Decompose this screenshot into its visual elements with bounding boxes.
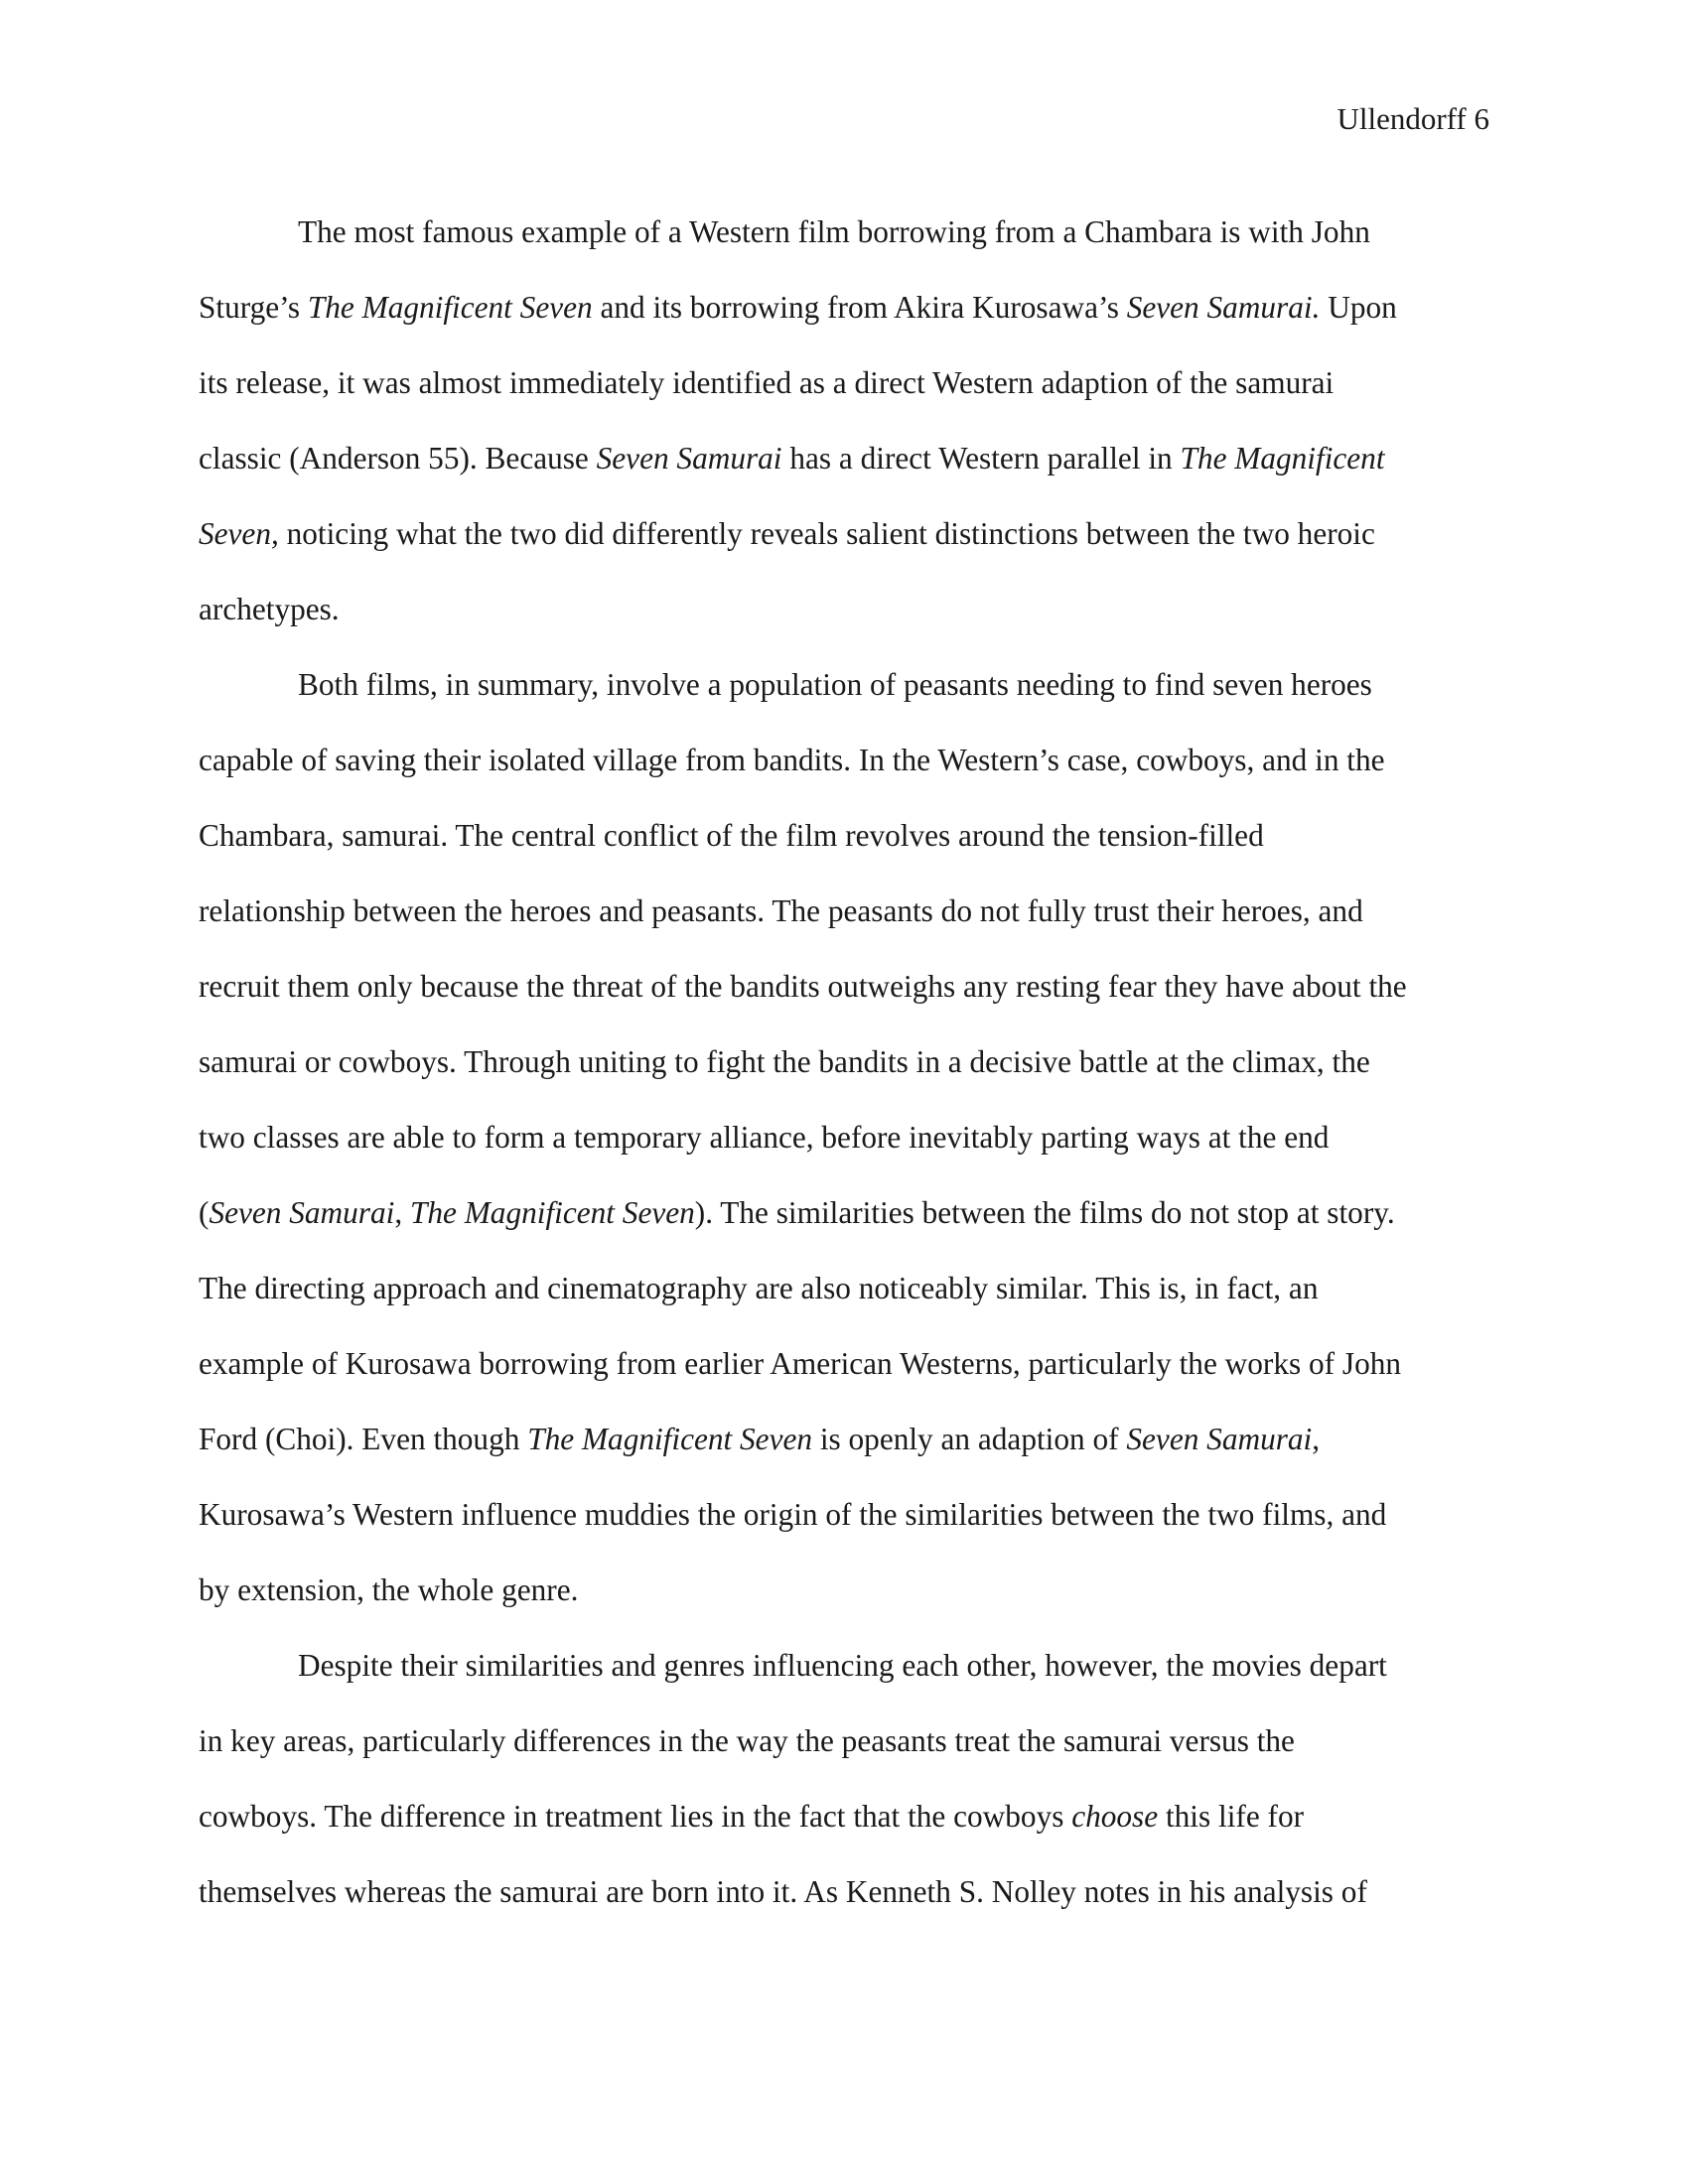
text-run: archetypes. <box>199 592 340 626</box>
text-run: , <box>1312 1422 1321 1456</box>
text-line <box>199 647 1489 723</box>
italic-title: Seven Samurai <box>1126 1422 1313 1456</box>
text-line <box>199 421 1489 496</box>
text-run: Chambara, samurai. The central conflict of the film revolves around the tension-filled <box>199 818 1264 853</box>
italic-title: The Magnificent Seven <box>307 290 593 325</box>
text-line <box>199 1779 1489 1854</box>
text-run: is openly an adaption of <box>812 1422 1127 1456</box>
text-line <box>199 1477 1489 1553</box>
text-line <box>199 1326 1489 1402</box>
running-head: Ullendorff 6 <box>1336 101 1489 136</box>
text-run: classic (Anderson 55). Because <box>199 441 597 476</box>
text-run: its release, it was almost immediately identified as a direct Western adaption of the samurai <box>199 365 1335 400</box>
paragraph <box>199 195 1489 647</box>
italic-title: The Magnificent <box>1180 441 1385 476</box>
text-run: cowboys. The difference in treatment lies in the fact that the cowboys <box>199 1799 1072 1834</box>
text-line <box>199 195 1489 270</box>
text-run: , <box>394 1195 410 1230</box>
body-text <box>199 195 1489 1930</box>
text-run: capable of saving their isolated village from bandits. In the Western’s case, cowboys, and in the <box>199 743 1385 777</box>
text-run: ). The similarities between the films do not stop at story. <box>694 1195 1395 1230</box>
text-run: in key areas, particularly differences in the way the peasants treat the samurai versus the <box>199 1723 1295 1758</box>
text-line <box>199 949 1489 1024</box>
text-line <box>199 1854 1489 1930</box>
text-run: Upon <box>1320 290 1397 325</box>
italic-title: The Magnificent Seven <box>409 1195 695 1230</box>
text-line <box>199 1024 1489 1100</box>
text-line <box>199 345 1489 421</box>
text-line <box>199 1704 1489 1779</box>
text-run: noticing what the two did differently reveals salient distinctions between the two heroic <box>278 516 1375 551</box>
paragraph <box>199 647 1489 1628</box>
italic-title: Seven Samurai <box>209 1195 395 1230</box>
text-line <box>199 1402 1489 1477</box>
text-run: and its borrowing from Akira Kurosawa’s <box>592 290 1127 325</box>
text-run: by extension, the whole genre. <box>199 1572 579 1607</box>
text-line <box>199 723 1489 798</box>
text-line <box>199 496 1489 572</box>
text-run: recruit them only because the threat of the bandits outweighs any resting fear they have about the <box>199 969 1407 1004</box>
text-run: The most famous example of a Western film borrowing from a Chambara is with John <box>298 214 1370 249</box>
text-line <box>199 572 1489 647</box>
text-line <box>199 1553 1489 1628</box>
text-run: themselves whereas the samurai are born into it. As Kenneth S. Nolley notes in his analysis of <box>199 1874 1367 1909</box>
italic-title: The Magnificent Seven <box>527 1422 812 1456</box>
text-run: has a direct Western parallel in <box>781 441 1181 476</box>
text-run: two classes are able to form a temporary alliance, before inevitably parting ways at the end <box>199 1120 1330 1155</box>
text-run: samurai or cowboys. Through uniting to fight the bandits in a decisive battle at the climax, the <box>199 1044 1370 1079</box>
text-line <box>199 798 1489 874</box>
text-line <box>199 1628 1489 1704</box>
text-run: Both films, in summary, involve a population of peasants needing to find seven heroes <box>298 667 1372 702</box>
text-run: this life for <box>1158 1799 1305 1834</box>
text-run: The directing approach and cinematography are also noticeably similar. This is, in fact, an <box>199 1271 1319 1305</box>
text-run: Kurosawa’s Western influence muddies the origin of the similarities between the two films, and <box>199 1497 1387 1532</box>
italic-title: choose <box>1071 1799 1159 1834</box>
italic-title: Seven Samurai <box>596 441 782 476</box>
text-run: example of Kurosawa borrowing from earlier American Westerns, particularly the works of John <box>199 1346 1402 1381</box>
text-line <box>199 874 1489 949</box>
text-run: Ford (Choi). Even though <box>199 1422 528 1456</box>
text-line <box>199 1251 1489 1326</box>
text-run: ( <box>199 1195 210 1230</box>
text-line <box>199 1100 1489 1175</box>
text-line <box>199 270 1489 345</box>
text-run: relationship between the heroes and peasants. The peasants do not fully trust their heroes, and <box>199 893 1363 928</box>
italic-title: Seven Samurai. <box>1126 290 1321 325</box>
italic-title: Seven, <box>199 516 279 551</box>
text-line <box>199 1175 1489 1251</box>
paragraph <box>199 1628 1489 1930</box>
text-run: Despite their similarities and genres influencing each other, however, the movies depart <box>298 1648 1387 1683</box>
text-run: Sturge’s <box>199 290 308 325</box>
